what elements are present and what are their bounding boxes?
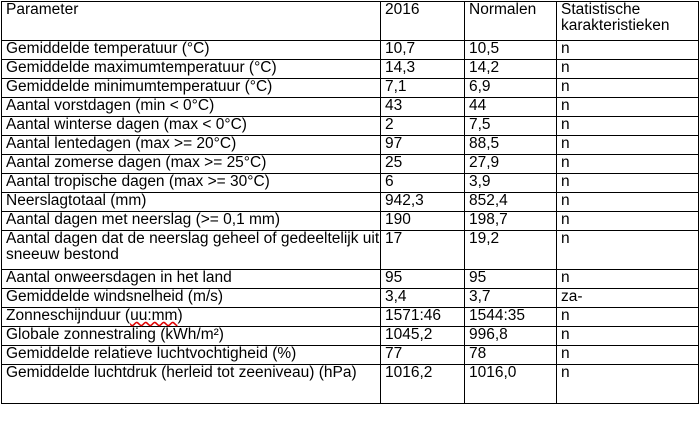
cell-normals: 1016,0 [465,365,557,404]
table-row [2,346,699,365]
cell-2016: 97 [381,136,465,155]
table-row [2,136,699,155]
cell-parameter: Neerslagtotaal (mm) [2,193,381,212]
cell-2016: 77 [381,346,465,365]
cell-parameter: Aantal vorstdagen (min < 0°C) [2,98,381,117]
cell-2016: 14,3 [381,60,465,79]
cell-statistics: n [557,117,699,136]
cell-normals: 852,4 [465,193,557,212]
cell-parameter: Aantal tropische dagen (max >= 30°C) [2,174,381,193]
cell-parameter: Aantal lentedagen (max >= 20°C) [2,136,381,155]
table-row [2,270,699,289]
cell-normals: 78 [465,346,557,365]
cell-statistics: n [557,212,699,231]
cell-2016: 6 [381,174,465,193]
cell-parameter: Globale zonnestraling (kWh/m²) [2,327,381,346]
cell-parameter: Gemiddelde minimumtemperatuur (°C) [2,79,381,98]
table-row [2,60,699,79]
cell-2016: 17 [381,231,465,270]
table-row [2,79,699,98]
cell-parameter: Zonneschijnduur (uu:mm) [2,308,381,327]
table-row [2,212,699,231]
cell-2016: 95 [381,270,465,289]
cell-parameter: Gemiddelde windsnelheid (m/s) [2,289,381,308]
header-year: 2016 [381,2,465,41]
cell-normals: 996,8 [465,327,557,346]
cell-2016: 2 [381,117,465,136]
cell-parameter: Aantal winterse dagen (max < 0°C) [2,117,381,136]
table-row [2,365,699,404]
cell-parameter: Gemiddelde maximumtemperatuur (°C) [2,60,381,79]
cell-normals: 95 [465,270,557,289]
cell-2016: 7,1 [381,79,465,98]
cell-statistics: n [557,327,699,346]
cell-2016: 10,7 [381,41,465,60]
table-row [2,174,699,193]
cell-statistics: n [557,41,699,60]
cell-statistics: n [557,174,699,193]
cell-statistics: za- [557,289,699,308]
cell-2016: 190 [381,212,465,231]
cell-normals: 6,9 [465,79,557,98]
cell-normals: 27,9 [465,155,557,174]
cell-2016: 942,3 [381,193,465,212]
table-body [2,41,699,404]
cell-statistics: n [557,155,699,174]
cell-normals: 88,5 [465,136,557,155]
cell-parameter: Aantal zomerse dagen (max >= 25°C) [2,155,381,174]
cell-statistics: n [557,308,699,327]
cell-statistics: n [557,346,699,365]
cell-normals: 44 [465,98,557,117]
cell-2016: 3,4 [381,289,465,308]
cell-parameter: Gemiddelde luchtdruk (herleid tot zeeniveau) (hPa) [2,365,381,404]
table-row [2,41,699,60]
cell-statistics: n [557,231,699,270]
table-row [2,327,699,346]
table-row [2,98,699,117]
cell-normals: 1544:35 [465,308,557,327]
cell-parameter: Gemiddelde temperatuur (°C) [2,41,381,60]
table-row [2,155,699,174]
cell-statistics: n [557,60,699,79]
table-header-row [2,2,699,41]
cell-statistics: n [557,270,699,289]
cell-2016: 1571:46 [381,308,465,327]
cell-statistics: n [557,365,699,404]
table-row [2,289,699,308]
cell-2016: 1045,2 [381,327,465,346]
cell-normals: 3,9 [465,174,557,193]
header-parameter: Parameter [2,2,381,41]
cell-parameter: Aantal dagen met neerslag (>= 0,1 mm) [2,212,381,231]
header-statistics: Statistische karakteristieken [557,2,699,41]
cell-2016: 1016,2 [381,365,465,404]
cell-parameter: Gemiddelde relatieve luchtvochtigheid (%) [2,346,381,365]
cell-normals: 10,5 [465,41,557,60]
cell-normals: 14,2 [465,60,557,79]
table-row [2,308,699,327]
cell-statistics: n [557,79,699,98]
cell-normals: 7,5 [465,117,557,136]
cell-statistics: n [557,98,699,117]
table-row [2,117,699,136]
cell-normals: 19,2 [465,231,557,270]
cell-2016: 25 [381,155,465,174]
cell-statistics: n [557,193,699,212]
cell-2016: 43 [381,98,465,117]
cell-normals: 198,7 [465,212,557,231]
climate-statistics-table [1,1,699,404]
cell-normals: 3,7 [465,289,557,308]
table-row [2,193,699,212]
cell-statistics: n [557,136,699,155]
cell-parameter: Aantal onweersdagen in het land [2,270,381,289]
table-row [2,231,699,270]
header-normals: Normalen [465,2,557,41]
cell-parameter: Aantal dagen dat de neerslag geheel of gedeeltelijk uit sneeuw bestond [2,231,381,270]
